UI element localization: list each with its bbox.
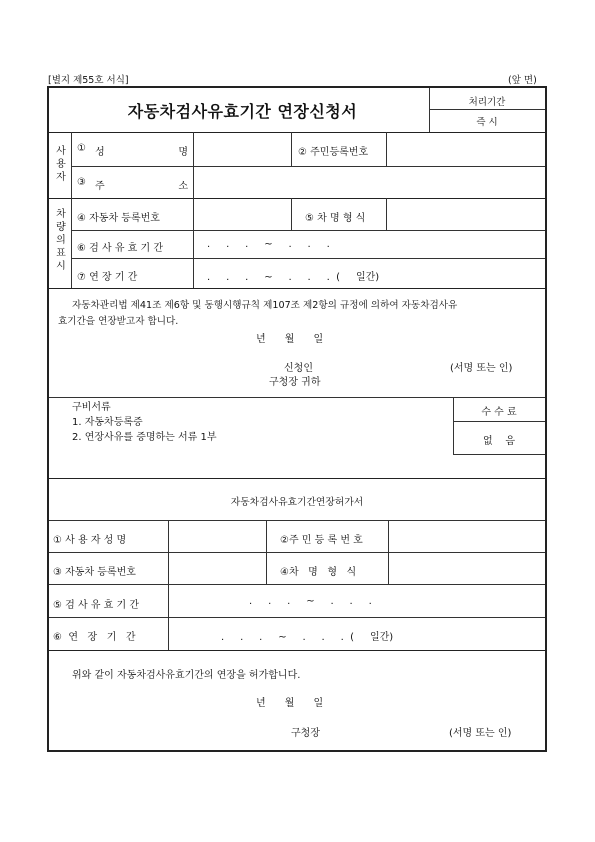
divider (266, 520, 267, 584)
name-number: ① (77, 143, 86, 154)
permit-statement: 위와 같이 자동차검사유효기간의 연장을 허가합니다. (72, 670, 301, 681)
rrn-field[interactable] (388, 134, 543, 164)
divider (49, 397, 545, 398)
divider (71, 258, 545, 259)
divider (49, 132, 545, 133)
registration-number-label: ④ 자동차 등록번호 (77, 213, 160, 224)
permit-owner-name-field[interactable] (170, 522, 264, 550)
applicant-signature[interactable]: (서명 또는 인) (450, 363, 513, 374)
permit-validity-field[interactable]: . . . ~ . . . (249, 596, 372, 607)
permit-date[interactable]: 년 월 일 (256, 698, 324, 709)
divider (49, 478, 545, 479)
divider (386, 198, 387, 230)
permit-rrn-field[interactable] (390, 522, 543, 550)
vehicle-group-label: 차 량 의 표 시 (56, 209, 66, 272)
address-number: ③ (77, 177, 86, 188)
divider (386, 132, 387, 166)
divider (49, 584, 545, 585)
required-docs-heading: 구비서류 (72, 402, 111, 413)
registration-number-field[interactable] (195, 200, 289, 228)
fee-label: 수 수 료 (481, 407, 517, 418)
divider (429, 109, 545, 110)
permit-validity-label: ⑤ 검 사 유 효 기 간 (53, 600, 139, 611)
divider (49, 552, 545, 553)
applicant-label: 신청인 (284, 363, 313, 374)
inspection-validity-field[interactable]: . . . ~ . . . (207, 239, 330, 250)
permit-extension-field[interactable]: . . . ~ . . . ( 일간) (221, 632, 394, 643)
applicant-group-label: 사 용 자 (56, 146, 66, 183)
rrn-label: ② 주민등록번호 (298, 147, 369, 158)
page-side-label: (앞 면) (508, 75, 537, 86)
divider (49, 617, 545, 618)
divider (193, 132, 194, 288)
divider (291, 198, 292, 230)
processing-period-label: 처리기간 (468, 97, 506, 108)
permit-owner-name-label: ① 사 용 자 성 명 (53, 535, 127, 546)
divider (49, 198, 545, 199)
divider (453, 454, 545, 455)
required-doc-item: 1. 자동차등록증 (72, 417, 143, 428)
divider (71, 230, 545, 231)
permit-rrn-label: ②주 민 등 록 번 호 (280, 535, 363, 546)
divider (388, 520, 389, 584)
name-field[interactable] (195, 134, 289, 164)
permit-issuer: 구청장 (291, 728, 320, 739)
application-statement-line2: 효기간을 연장받고자 합니다. (58, 316, 179, 327)
divider (291, 132, 292, 166)
form-number-label: [별지 제55호 서식] (48, 75, 129, 86)
permit-registration-number-field[interactable] (170, 554, 264, 582)
processing-period-value: 즉 시 (476, 117, 498, 128)
divider (49, 650, 545, 651)
divider (71, 166, 545, 167)
address-field[interactable] (195, 168, 543, 196)
divider (453, 421, 545, 422)
divider (168, 520, 169, 650)
fee-value: 없 음 (482, 436, 516, 447)
form-title: 자동차검사유효기간 연장신청서 (127, 102, 358, 121)
permit-title: 자동차검사유효기간연장허가서 (230, 497, 364, 508)
extension-period-field[interactable]: . . . ~ . . . ( 일간) (207, 272, 380, 283)
permit-vehicle-model-field[interactable] (390, 554, 543, 582)
vehicle-model-label: ⑤ 차 명 형 식 (305, 213, 366, 224)
extension-period-label: ⑦ 연 장 기 간 (77, 272, 138, 283)
addressee-label: 구청장 귀하 (269, 377, 321, 388)
permit-vehicle-model-label: ④차 명 형 식 (280, 567, 357, 578)
divider (49, 520, 545, 521)
application-date[interactable]: 년 월 일 (256, 334, 324, 345)
permit-extension-label: ⑥ 연 장 기 간 (53, 632, 136, 643)
inspection-validity-label: ⑥ 검 사 유 효 기 간 (77, 243, 163, 254)
application-statement-line1: 자동차관리법 제41조 제6항 및 동행시행규칙 제107조 제2항의 규정에 의하여 자동차검사유 (72, 300, 458, 311)
name-label: 성 명 (95, 147, 188, 158)
divider (71, 132, 72, 288)
required-doc-item: 2. 연장사유를 증명하는 서류 1부 (72, 432, 217, 443)
permit-registration-number-label: ③ 자동차 등록번호 (53, 567, 136, 578)
vehicle-model-field[interactable] (388, 200, 543, 228)
divider (49, 288, 545, 289)
permit-signature[interactable]: (서명 또는 인) (449, 728, 512, 739)
address-label: 주 소 (95, 181, 188, 192)
